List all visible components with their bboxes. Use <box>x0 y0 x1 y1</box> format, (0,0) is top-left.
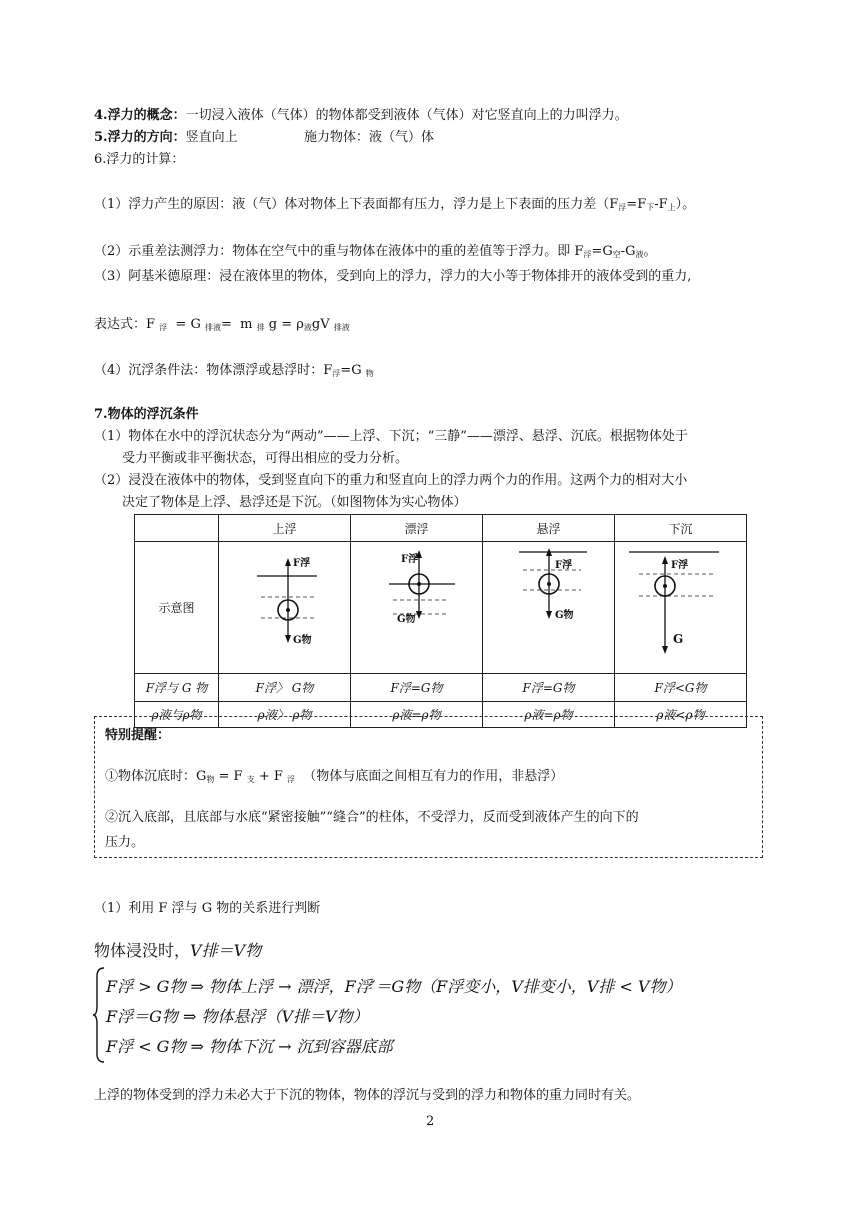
force-sink: F浮<G物 <box>615 674 747 702</box>
section7-p1-line2: 受力平衡或非平衡状态，可得出相应的受力分析。 <box>122 451 409 466</box>
conclusion: 上浮的物体受到的浮力未必大于下沉的物体，物体的浮沉与受到的浮力和物体的重力同时有关。 <box>94 1088 641 1103</box>
judge-title: （1）利用 F 浮与 G 物的关系进行判断 <box>94 901 321 916</box>
density-suspend: ρ液=ρ物 <box>483 702 615 728</box>
table-corner <box>135 515 219 542</box>
condition-sink: F浮 < G物 ⇒ 物体下沉 → 沉到容器底部 <box>106 1037 393 1056</box>
calc-4: （4）沉浮条件法：物体漂浮或悬浮时：$F_浮=G$ $_物$ <box>94 363 374 378</box>
sink-g-label: G <box>673 632 684 646</box>
section7-p2-line2: 决定了物体是上浮、悬浮还是下沉。（如图物体为实心物体） <box>122 495 467 510</box>
float-g-label: G物 <box>397 614 416 625</box>
direction-line <box>94 129 238 147</box>
condition-suspend: F浮＝G物 ⇒ 物体悬浮（V排＝V物） <box>106 1007 369 1026</box>
reminder-title: 特别提醒： <box>105 728 171 743</box>
density-row-label: ρ液与ρ物 <box>135 702 219 728</box>
diagram-sink <box>615 542 747 674</box>
expression-label: 表达式： <box>94 317 147 332</box>
header-suspend: 悬浮 <box>483 515 615 542</box>
source-text: 施力物体：液（气）体 <box>304 130 435 145</box>
concept-text: 一切浸入液体（气体）的物体都受到液体（气体）对它竖直向上的力叫浮力。 <box>185 108 628 123</box>
diagram-float <box>351 542 483 674</box>
header-float: 漂浮 <box>351 515 483 542</box>
calc-2-text: （2）示重差法测浮力：物体在空气中的重与物体在液体中的重的差值等于浮力。即 F <box>94 244 584 259</box>
immersed-text: 物体浸没时， <box>94 941 191 960</box>
rise-f-label: F浮 <box>293 558 311 569</box>
calc-4-text: （4）沉浮条件法：物体漂浮或悬浮时：F <box>94 363 333 378</box>
rise-g-label: G物 <box>293 635 312 646</box>
density-float: ρ液=ρ物 <box>351 702 483 728</box>
diagram-rise <box>219 542 351 674</box>
section7-p1-line1: （1）物体在水中的浮沉状态分为“两动”——上浮、下沉；“三静”——漂浮、悬浮、沉底。根据物体处于 <box>94 429 688 444</box>
v-equal: V排＝V物 <box>190 941 262 960</box>
expression: 表达式：F $_浮$ = G $_{排液}$= m $_排$ $g = \rho_液gV$ $_{排液}$ <box>94 317 350 332</box>
calc-1-tail: ）。 <box>675 197 696 212</box>
section7-title: 7.物体的浮沉条件 <box>94 407 199 422</box>
calc-2: （2）示重差法测浮力：物体在空气中的重与物体在液体中的重的差值等于浮力。即 $F_浮=G_空-G_液$。 <box>94 244 657 259</box>
force-suspend: F浮=G物 <box>483 674 615 702</box>
force-float: F浮=G物 <box>351 674 483 702</box>
calc-label: 6.浮力的计算： <box>94 152 185 167</box>
reminder-1: ①物体沉底时：$G_物 = F$ $_支$ + F $_浮$ （物体与底面之间相互有力的作用，非悬浮） <box>105 769 564 784</box>
sink-f-label: F浮 <box>671 560 689 571</box>
calc-1-text: （1）浮力产生的原因：液（气）体对物体上下表面都有压力，浮力是上下表面的压力差（F <box>94 197 619 212</box>
float-f-label: F浮 <box>401 554 419 565</box>
reminder-2-line1: ②沉入底部，且底部与水底“紧密接触”“缝合”的柱体，不受浮力，反而受到液体产生的向下的 <box>105 810 639 825</box>
reminder-2-line2: 压力。 <box>105 835 145 850</box>
density-rise: ρ液〉 ρ物 <box>219 702 351 728</box>
concept-line <box>94 107 628 125</box>
section7-p2-line1: （2）浸没在液体中的物体，受到竖直向下的重力和竖直向上的浮力两个力的作用。这两个力的相对大小 <box>94 473 688 488</box>
suspend-g-label: G物 <box>555 610 574 621</box>
immersed-line <box>94 938 261 961</box>
curly-brace <box>92 966 106 1064</box>
direction-label: 5.浮力的方向： <box>94 130 186 145</box>
concept-label: 4.浮力的概念： <box>94 108 186 123</box>
calc-3: （3）阿基米德原理：浸在液体里的物体，受到向上的浮力，浮力的大小等于物体排开的液体受到的重力, <box>94 269 692 284</box>
condition-rise: F浮 > G物 ⇒ 物体上浮 → 漂浮，F浮′＝G物（F浮变小，V排变小，V排 < V物） <box>106 977 682 996</box>
force-row-label: F浮与 G 物 <box>135 674 219 702</box>
force-rise: F浮〉 G物 <box>219 674 351 702</box>
header-sink: 下沉 <box>615 515 747 542</box>
suspend-f-label: F浮 <box>555 560 573 571</box>
header-rise: 上浮 <box>219 515 351 542</box>
special-reminder-box <box>94 716 763 858</box>
diagram-suspend <box>483 542 615 674</box>
float-sink-table <box>134 514 747 728</box>
direction-text: 竖直向上 <box>185 130 238 145</box>
reminder-1-tail: （物体与底面之间相互有力的作用，非悬浮） <box>303 769 564 784</box>
calc-1: （1）浮力产生的原因：液（气）体对物体上下表面都有压力，浮力是上下表面的压力差$(F_浮=F_下-F_上)$。 <box>94 197 696 212</box>
density-sink: ρ液<ρ物 <box>615 702 747 728</box>
page-number: 2 <box>426 1114 435 1129</box>
reminder-1-text: ①物体沉底时：G <box>105 769 207 784</box>
diagram-row-label: 示意图 <box>135 542 219 674</box>
